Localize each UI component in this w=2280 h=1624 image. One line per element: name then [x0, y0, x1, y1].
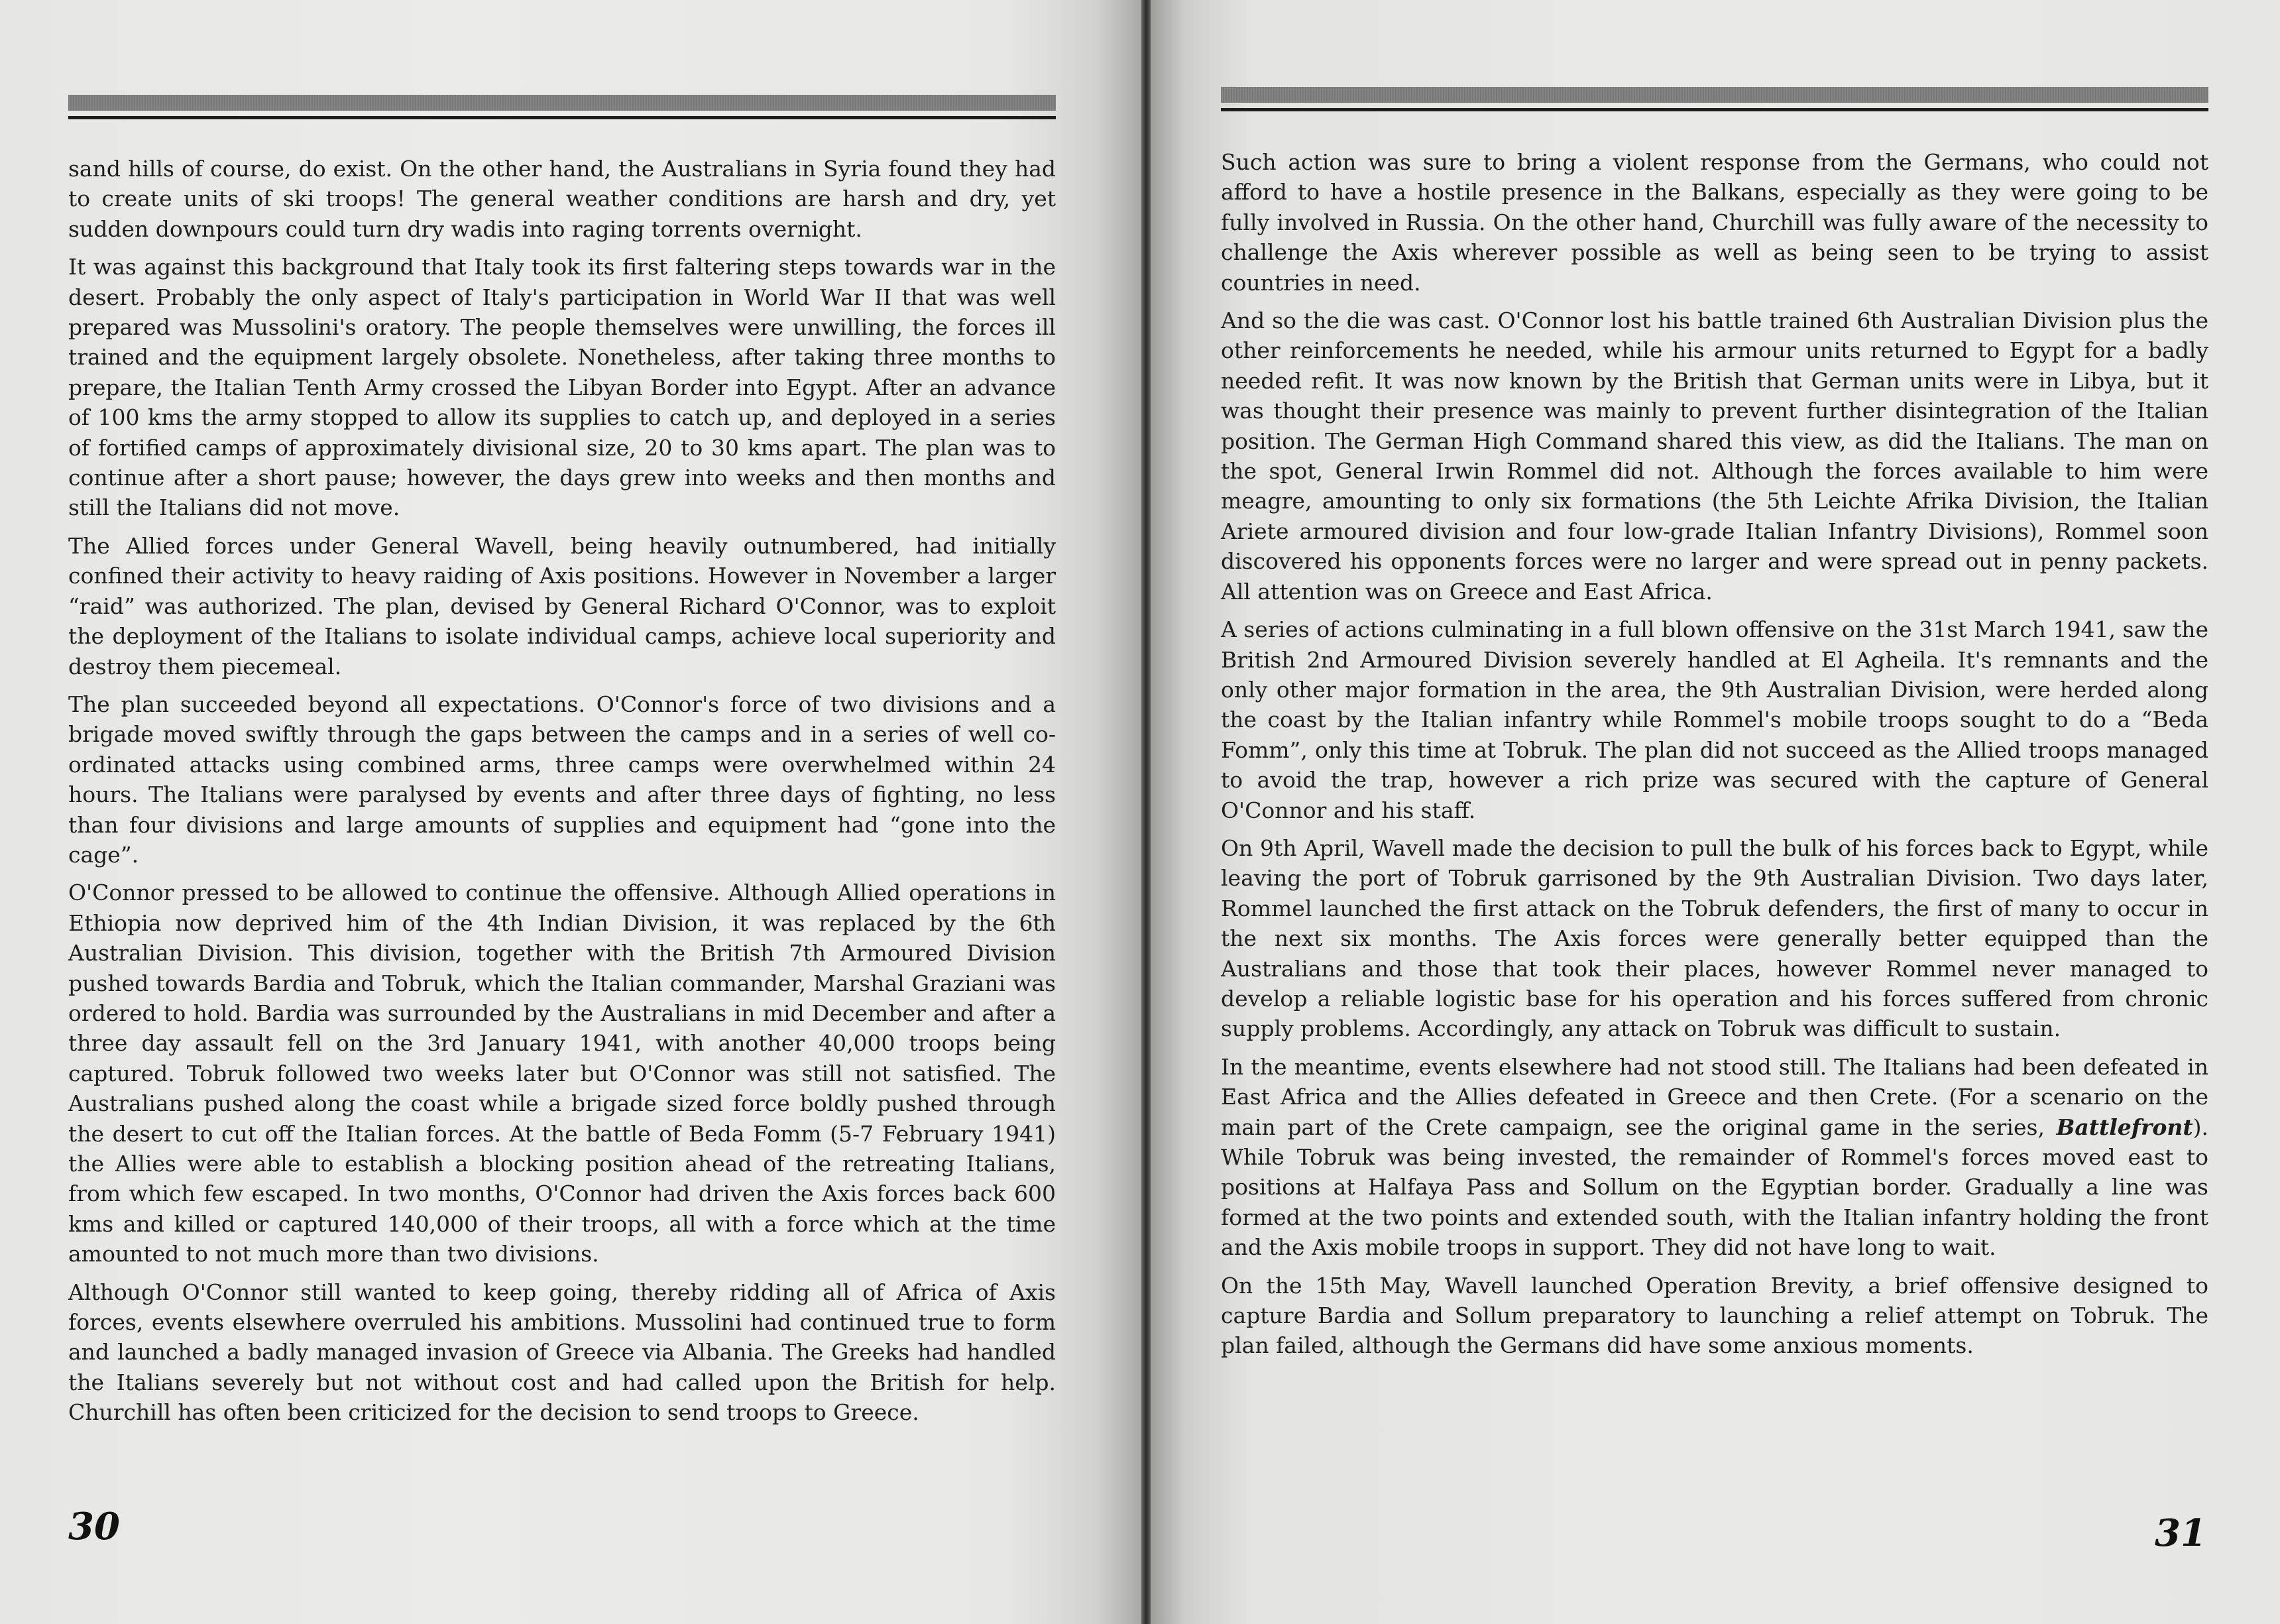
page-number-right: 31 — [2155, 1511, 2206, 1555]
header-rule-bar — [68, 95, 1056, 111]
paragraph: sand hills of course, do exist. On the other hand, the Australians in Syria found they had to create units of ski troops! The general weather conditions are harsh and dry, yet sudden downpours could turn dry wadis into raging torrents overnight. — [68, 156, 1056, 242]
header-rule-line — [68, 116, 1056, 119]
header-rule-line — [1221, 108, 2208, 111]
book-gutter — [1141, 0, 1151, 1624]
paragraph — [1221, 1052, 2208, 1263]
left-page-text — [68, 154, 1056, 1436]
paragraph: A series of actions culminating in a full blown offensive on the 31st March 1941, saw the British 2nd Armoured Division severely handled at El Agheila. It's remnants and the only other major formation in the area, the 9th Australian Division, were herded along the coast by the Italian infantry while Rommel's mobile troops sought to do a “Beda Fomm”, only this time at Tobruk. The plan did not succeed as the Allied troops managed to avoid the trap, however a rich prize was secured with the capture of General O'Connor and his staff. — [1221, 616, 2208, 823]
paragraph-text: ). While Tobruk was being invested, the remainder of Rommel's forces moved east to positions at Halfaya Pass and Sollum on the Egyptian border. Gradually a line was formed at the two points and extended south, with the Italian infantry holding the front and the Axis mobile troops in support. They did not have long to wait. — [1221, 1114, 2208, 1261]
paragraph: The plan succeeded beyond all expectations. O'Connor's force of two divisions and a brigade moved swiftly through the gaps between the camps and in a series of well co-ordinated attacks using combined arms, three camps were overwhelmed within 24 hours. The Italians were paralysed by events and after three days of fighting, no less than four divisions and large amounts of supplies and equipment had “gone into the cage”. — [68, 691, 1056, 868]
paragraph: It was against this background that Italy took its first faltering steps towards war in the desert. Probably the only aspect of Italy's participation in World War II that was well prepared was Mussolini's oratory. The people themselves were unwilling, the forces ill trained and the equipment largely obsolete. Nonetheless, after taking three months to prepare, the Italian Tenth Army crossed the Libyan Border into Egypt. After an advance of 100 kms the army stopped to allow its supplies to catch up, and deployed in a series of fortified camps of approximately divisional size, 20 to 30 kms apart. The plan was to continue after a short pause; however, the days grew into weeks and then months and still the Italians did not move. — [68, 254, 1056, 521]
paragraph: Although O'Connor still wanted to keep going, thereby ridding all of Africa of Axis forces, events elsewhere overruled his ambitions. Mussolini had continued true to form and launched a badly managed invasion of Greece via Albania. The Greeks had handled the Italians severely but not without cost and had called upon the British for help. Churchill has often been criticized for the decision to send troops to Greece. — [68, 1279, 1056, 1426]
paragraph: O'Connor pressed to be allowed to continue the offensive. Although Allied operations in Ethiopia now deprived him of the 4th Indian Division, it was replaced by the 6th Australian Division. This division, together with the British 7th Armoured Division pushed towards Bardia and Tobruk, which the Italian commander, Marshal Graziani was ordered to hold. Bardia was surrounded by the Australians in mid December and after a three day assault fell on the 3rd January 1941, with another 40,000 troops being captured. Tobruk followed two weeks later but O'Connor was still not satisfied. The Australians pushed along the coast while a brigade sized force boldly pushed through the desert to cut off the Italian forces. At the battle of Beda Fomm (5-7 February 1941) the Allies were able to establish a blocking position ahead of the retreating Italians, from which few escaped. In two months, O'Connor had driven the Axis forces back 600 kms and killed or captured 140,000 of their troops, all with a force which at the time amounted to not much more than two divisions. — [68, 880, 1056, 1267]
paragraph: On 9th April, Wavell made the decision to pull the bulk of his forces back to Egypt, while leaving the port of Tobruk garrisoned by the 9th Australian Division. Two days later, Rommel launched the first attack on the Tobruk defenders, the first of many to occur in the next six months. The Axis forces were generally better equipped than the Australians and those that took their places, however Rommel never managed to develop a reliable logistic base for his operation and his forces suffered from chronic supply problems. Accordingly, any attack on Tobruk was difficult to sustain. — [1221, 835, 2208, 1042]
paragraph: And so the die was cast. O'Connor lost his battle trained 6th Australian Division plus the other reinforcements he needed, while his armour units returned to Egypt for a badly needed refit. It was now known by the British that German units were in Libya, but it was thought their presence was mainly to prevent further disintegration of the Italian position. The German High Command shared this view, as did the Italians. The man on the spot, General Irwin Rommel did not. Although the forces available to him were meagre, amounting to only six formations (the 5th Leichte Afrika Division, the Italian Ariete armoured division and four low-grade Italian Infantry Divisions), Rommel soon discovered his opponents forces were no larger and were spread out in penny packets. All attention was on Greece and East Africa. — [1221, 308, 2208, 605]
game-title: Battlefront — [2056, 1114, 2193, 1140]
paragraph: Such action was sure to bring a violent response from the Germans, who could not afford to have a hostile presence in the Balkans, especially as they were going to be fully involved in Russia. On the other hand, Churchill was fully aware of the necessity to challenge the Axis wherever possible as well as being seen to be trying to assist countries in need. — [1221, 149, 2208, 296]
page-number-left: 30 — [68, 1505, 120, 1548]
right-page-text — [1221, 147, 2208, 1369]
paragraph: On the 15th May, Wavell launched Operation Brevity, a brief offensive designed to capture Bardia and Sollum preparatory to launching a relief attempt on Tobruk. The plan failed, although the Germans did have some anxious moments. — [1221, 1272, 2208, 1359]
paragraph: The Allied forces under General Wavell, being heavily outnumbered, had initially confined their activity to heavy raiding of Axis positions. However in November a larger “raid” was authorized. The plan, devised by General Richard O'Connor, was to exploit the deployment of the Italians to isolate individual camps, achieve local superiority and destroy them piecemeal. — [68, 532, 1056, 679]
header-rule — [1221, 87, 2208, 113]
right-page — [1151, 0, 2280, 1624]
header-rule-bar — [1221, 87, 2208, 103]
header-rule — [68, 95, 1056, 121]
paragraph-text: In the meantime, events elsewhere had not stood still. The Italians had been defeated in East Africa and the Allies defeated in Greece and then Crete. (For a scenario on the main part of the Crete campaign, see the original game in the series, — [1221, 1053, 2208, 1140]
